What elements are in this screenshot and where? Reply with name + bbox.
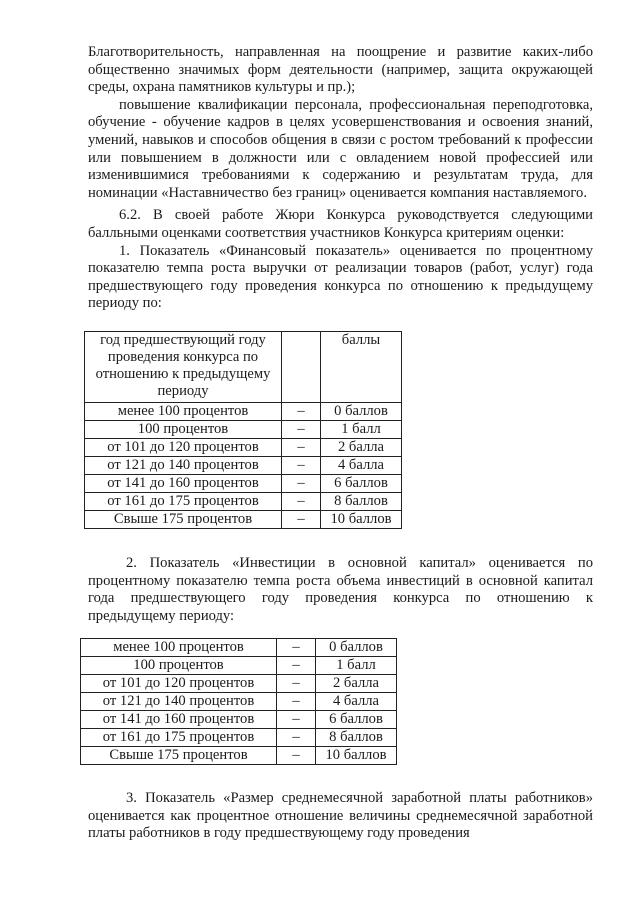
- points-cell: 0 баллов: [316, 639, 397, 657]
- range-cell: от 161 до 175 процентов: [81, 729, 277, 747]
- dash-cell: –: [282, 438, 321, 456]
- table-row: [81, 675, 397, 693]
- dash-cell: –: [277, 639, 316, 657]
- paragraph-qualification: повышение квалификации персонала, профессиональная переподготовка, обучение - обучение кадров в целях усовершенствования и освоения знаний, умений, навыков и способов общения в связи с ростом требований к профессии или повышением в должности или с овладением новой профессией или изменившимися требованиями к содержанию и результатам труда, для номинации «Наставничество без границ» оценивается компания наставляемого.: [88, 96, 593, 201]
- paragraph-indicator-1: 1. Показатель «Финансовый показатель» оценивается по процентному показателю темпа роста выручки от реализации товаров (работ, услуг) года предшествующего году проведения конкурса по отношению к предыдущему периоду по:: [88, 242, 593, 312]
- range-cell: 100 процентов: [81, 657, 277, 675]
- points-cell: 1 балл: [321, 420, 402, 438]
- table-row: [85, 510, 402, 528]
- table-row: [81, 639, 397, 657]
- header-period: год предшествующий году проведения конкурса по отношению к предыдущему периоду: [85, 331, 282, 402]
- points-cell: 10 баллов: [321, 510, 402, 528]
- dash-cell: –: [277, 747, 316, 765]
- points-cell: 4 балла: [316, 693, 397, 711]
- header-empty: [282, 331, 321, 402]
- table-row: [85, 438, 402, 456]
- range-cell: Свыше 175 процентов: [85, 510, 282, 528]
- dash-cell: –: [277, 657, 316, 675]
- range-cell: от 121 до 140 процентов: [81, 693, 277, 711]
- table-row: [85, 420, 402, 438]
- points-cell: 6 баллов: [316, 711, 397, 729]
- points-cell: 10 баллов: [316, 747, 397, 765]
- points-cell: 6 баллов: [321, 474, 402, 492]
- range-cell: Свыше 175 процентов: [81, 747, 277, 765]
- dash-cell: –: [282, 492, 321, 510]
- table-row: [81, 711, 397, 729]
- points-cell: 8 баллов: [316, 729, 397, 747]
- table-row: [81, 693, 397, 711]
- investment-indicator-table: [80, 638, 397, 765]
- points-cell: 2 балла: [316, 675, 397, 693]
- paragraph-charity: Благотворительность, направленная на поощрение и развитие каких-либо общественно значимых форм деятельности (например, защита окружающей среды, охрана памятников культуры и пр.);: [88, 44, 593, 96]
- table-row: [81, 657, 397, 675]
- paragraph-indicator-3: 3. Показатель «Размер среднемесячной заработной платы работников» оценивается как процентное отношение величины среднемесячной заработной платы работников в году предшествующему году проведения: [88, 790, 593, 842]
- dash-cell: –: [277, 693, 316, 711]
- dash-cell: –: [277, 729, 316, 747]
- table-row: [85, 474, 402, 492]
- dash-cell: –: [282, 474, 321, 492]
- range-cell: от 161 до 175 процентов: [85, 492, 282, 510]
- points-cell: 0 баллов: [321, 402, 402, 420]
- range-cell: от 141 до 160 процентов: [81, 711, 277, 729]
- dash-cell: –: [282, 420, 321, 438]
- range-cell: от 141 до 160 процентов: [85, 474, 282, 492]
- range-cell: от 101 до 120 процентов: [81, 675, 277, 693]
- dash-cell: –: [282, 456, 321, 474]
- table-row: [81, 729, 397, 747]
- paragraph-6-2: 6.2. В своей работе Жюри Конкурса руководствуется следующими балльными оценками соответствия участников Конкурса критериям оценки:: [88, 207, 593, 241]
- points-cell: 4 балла: [321, 456, 402, 474]
- range-cell: менее 100 процентов: [85, 402, 282, 420]
- points-cell: 2 балла: [321, 438, 402, 456]
- financial-indicator-table: [84, 331, 402, 529]
- table-row: [85, 402, 402, 420]
- dash-cell: –: [277, 711, 316, 729]
- paragraph-indicator-2: 2. Показатель «Инвестиции в основной капитал» оценивается по процентному показателю темпа роста объема инвестиций в основной капитал года предшествующего году проведения конкурса по отношению к предыдущему периоду:: [88, 554, 593, 624]
- dash-cell: –: [282, 402, 321, 420]
- range-cell: от 121 до 140 процентов: [85, 456, 282, 474]
- dash-cell: –: [282, 510, 321, 528]
- dash-cell: –: [277, 675, 316, 693]
- table-row: [85, 456, 402, 474]
- table-row: [81, 747, 397, 765]
- range-cell: 100 процентов: [85, 420, 282, 438]
- table-header-row: [85, 331, 402, 402]
- table-row: [85, 492, 402, 510]
- points-cell: 8 баллов: [321, 492, 402, 510]
- range-cell: менее 100 процентов: [81, 639, 277, 657]
- header-points: баллы: [321, 331, 402, 402]
- range-cell: от 101 до 120 процентов: [85, 438, 282, 456]
- points-cell: 1 балл: [316, 657, 397, 675]
